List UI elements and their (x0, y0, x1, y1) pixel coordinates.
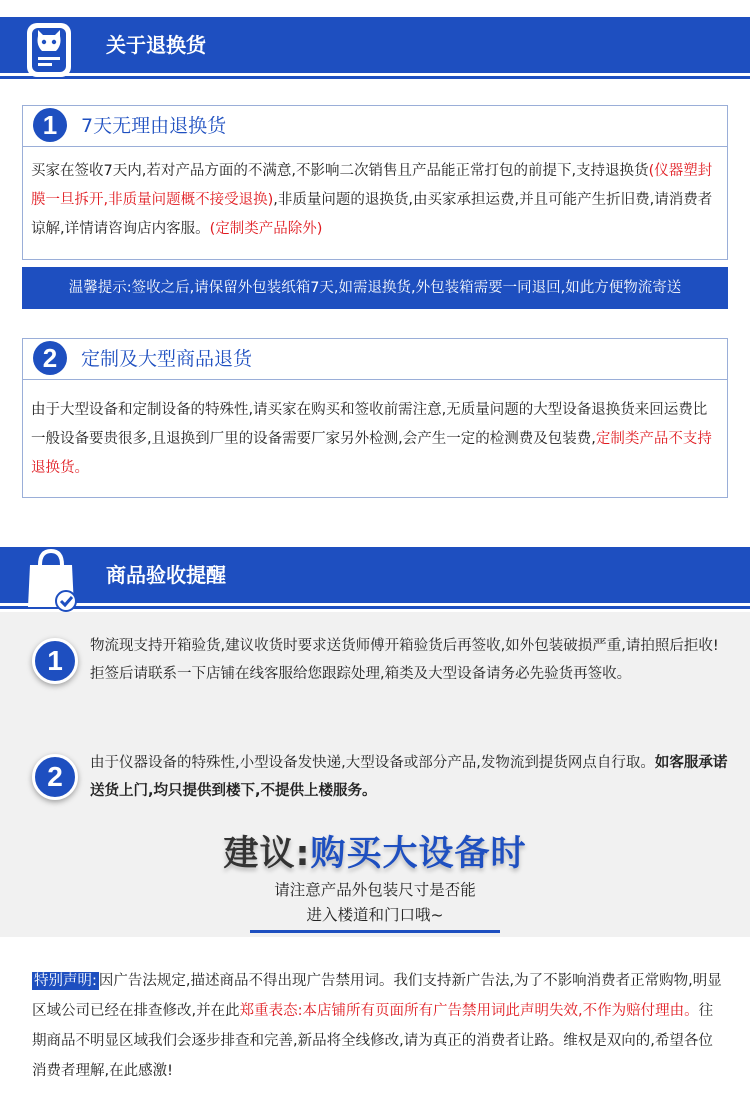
notice-label: 特别声明: (34, 973, 97, 989)
inspection-item-1: 物流现支持开箱验货,建议收货时要求送货师傅开箱验货后再签收,如外包装破损严重,请拍照后拒收!拒签后请联系一下店铺在线客服给您跟踪处理,箱类及大型设备请务必先验货再签收。 (90, 638, 719, 682)
section-banner-returns (0, 17, 750, 73)
card-header (23, 106, 727, 147)
card-body (23, 380, 727, 491)
shopping-bag-check-icon (18, 545, 84, 615)
inspection-item-2 (90, 749, 730, 805)
bold-note: 如客服承诺送货上门,均只提供到楼下,不提供上楼服务。 (90, 755, 728, 799)
body-text: 由于仪器设备的特殊性,小型设备发快递,大型设备或部分产品,发物流到提货网点自行取。 (90, 755, 655, 771)
warning-text: (定制类产品除外) (209, 221, 323, 237)
suggestion-line-2: 进入楼道和门口哦~ (306, 906, 444, 924)
section-title: 商品验收提醒 (106, 563, 226, 587)
suggestion-heading (0, 826, 750, 876)
body-text: 往期商品不明显区域我们会逐步排查和完善,新品将全线修改,请为真正的消费者让路。维权是双向的,希望各位消费者理解,在此感激! (32, 1003, 714, 1079)
warning-text: (仪器塑封膜一旦拆开,非质量问题概不接受退换) (31, 163, 713, 208)
card-header (23, 339, 727, 380)
suggestion-line-1: 请注意产品外包装尺寸是否能 (274, 881, 476, 899)
policy-card-7day (22, 105, 728, 260)
body-text: 因广告法规定,描述商品不得出现广告禁用词。我们支持新广告法,为了不影响消费者正常购物,明显区域公司已经在排查修改,并在此 (32, 973, 722, 1019)
number-badge: 2 (33, 341, 67, 375)
number-badge: 1 (32, 638, 78, 684)
banner-underline (0, 606, 750, 609)
policy-card-custom (22, 338, 728, 498)
card-title: 7天无理由退换货 (81, 115, 227, 137)
suggestion-prefix: 建议: (223, 834, 311, 874)
card-body (23, 147, 727, 252)
body-text: 由于大型设备和定制设备的特殊性,请买家在购买和签收前需注意,无质量问题的大型设备退换货来回运费比一般设备要贵很多,且退换到厂里的设备需要厂家另外检测,会产生一定的检测费及包装费, (31, 402, 708, 447)
phone-cat-icon (18, 13, 84, 83)
card-title: 定制及大型商品退货 (81, 348, 253, 370)
section-title: 关于退换货 (106, 33, 206, 57)
suggestion-highlight: 购买大设备时 (310, 834, 527, 874)
body-text: 买家在签收7天内,若对产品方面的不满意,不影响二次销售且产品能正常打包的前提下,支持退换货 (31, 163, 649, 179)
number-badge: 1 (33, 108, 67, 142)
divider (250, 930, 500, 933)
body-text: ,非质量问题的退换货,由买家承担运费,并且可能产生折旧费,请消费者谅解,详情请咨询店内客服。 (31, 192, 713, 237)
number-badge: 2 (32, 754, 78, 800)
special-notice (32, 966, 722, 1086)
tip-bar: 温馨提示:签收之后,请保留外包装纸箱7天,如需退换货,外包装箱需要一同退回,如此方便物流寄送 (22, 267, 728, 309)
banner-underline (0, 76, 750, 79)
section-banner-inspection (0, 547, 750, 603)
warning-text: 定制类产品不支持退换货。 (31, 431, 712, 476)
warning-text: 郑重表态:本店铺所有页面所有广告禁用词此声明失效,不作为赔付理由。 (239, 1003, 699, 1019)
